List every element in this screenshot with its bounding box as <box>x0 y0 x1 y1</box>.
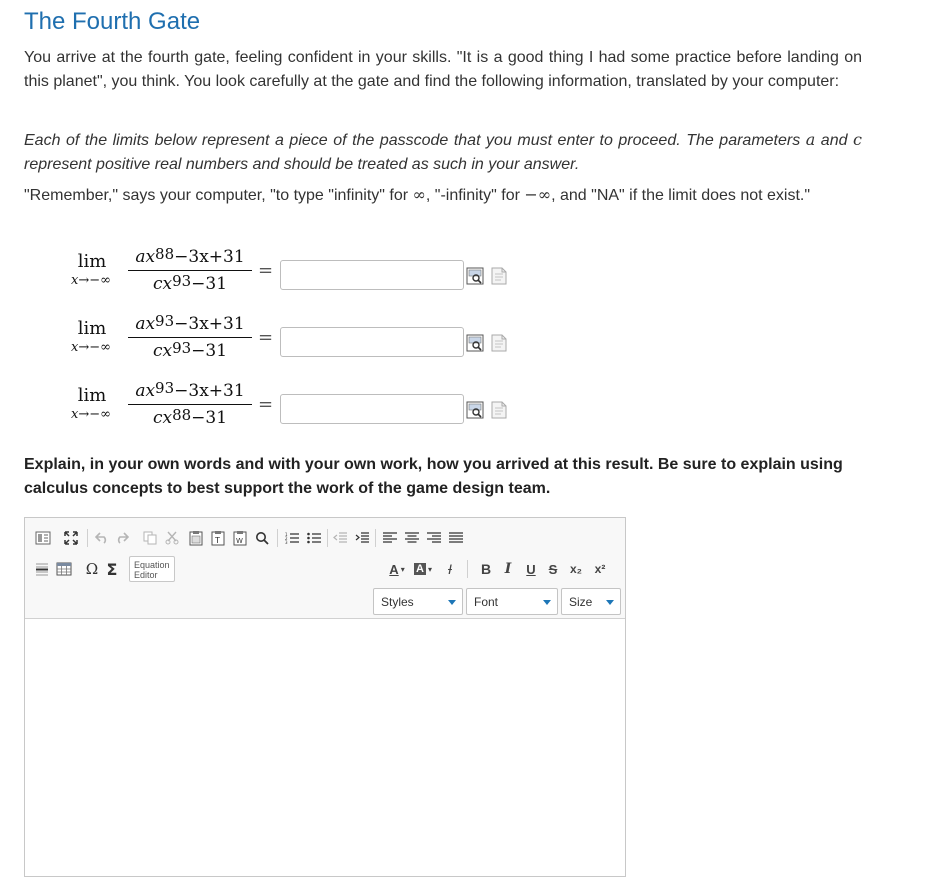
superscript-button[interactable]: x² <box>594 562 606 576</box>
copy-icon[interactable] <box>141 527 159 549</box>
chevron-down-icon <box>543 600 551 605</box>
help-icon[interactable] <box>491 401 507 419</box>
numbered-list-icon[interactable] <box>283 527 301 549</box>
limit-operator <box>56 386 126 422</box>
den-exponent: 93 <box>172 272 192 290</box>
num-exponent: 88 <box>155 245 175 263</box>
strikethrough-button[interactable]: S <box>548 561 558 577</box>
chevron-down-icon <box>606 600 614 605</box>
background-color-button[interactable] <box>411 558 435 580</box>
find-icon[interactable] <box>253 527 271 549</box>
lim-word: lim <box>77 251 107 272</box>
den-exponent: 88 <box>172 406 192 424</box>
font-label: Font <box>474 595 499 609</box>
svg-text:W: W <box>236 537 243 545</box>
chevron-down-icon <box>448 600 456 605</box>
instructions-text-2: represent positive real numbers and should be treated as such in your answer. <box>24 156 580 173</box>
instructions-text-1: Each of the limits below represent a piece of the passcode that you must enter to proceed. The parameters <box>24 132 806 149</box>
den-rest: −31 <box>191 408 228 428</box>
num-coef: ax <box>135 381 156 401</box>
limit-fraction <box>128 244 252 297</box>
bold-button[interactable]: B <box>480 561 492 577</box>
equals-sign: = <box>258 394 274 415</box>
font-dropdown[interactable] <box>466 588 558 615</box>
den-rest: −31 <box>191 341 228 361</box>
infinity-symbol: ∞ <box>412 185 426 204</box>
limit-row-3 <box>0 379 540 438</box>
preview-icon[interactable] <box>466 267 484 285</box>
rich-text-editor <box>24 517 626 877</box>
increase-indent-icon[interactable] <box>353 527 371 549</box>
num-rest: −3x+31 <box>174 314 245 334</box>
decrease-indent-icon[interactable] <box>331 527 349 549</box>
fraction-numerator <box>128 378 252 405</box>
num-rest: −3x+31 <box>174 247 245 267</box>
instructions-and: and <box>815 132 854 149</box>
equation-editor-button[interactable] <box>129 556 175 582</box>
lim-subscript: x→−∞ <box>71 340 111 355</box>
align-justify-icon[interactable] <box>447 527 465 549</box>
instructions-paragraph <box>24 128 862 177</box>
bulleted-list-icon[interactable] <box>305 527 323 549</box>
den-rest: −31 <box>191 274 228 294</box>
fraction-denominator <box>128 405 252 431</box>
limit-fraction <box>128 311 252 364</box>
help-icon[interactable] <box>491 267 507 285</box>
help-icon[interactable] <box>491 334 507 352</box>
preview-icon[interactable] <box>466 334 484 352</box>
equation-editor-label-1: Equation <box>134 560 170 570</box>
table-icon[interactable] <box>55 558 73 580</box>
den-coef: cx <box>152 274 173 294</box>
svg-text:1: 1 <box>285 532 288 537</box>
neg-infinity-symbol: −∞ <box>524 185 552 204</box>
limit-row-1 <box>0 245 540 304</box>
fraction-denominator <box>128 338 252 364</box>
underline-button[interactable]: U <box>526 561 536 577</box>
num-rest: −3x+31 <box>174 381 245 401</box>
num-coef: ax <box>135 314 156 334</box>
equals-sign: = <box>258 260 274 281</box>
num-coef: ax <box>135 247 156 267</box>
styles-label: Styles <box>381 595 414 609</box>
limit-fraction <box>128 378 252 431</box>
maximize-icon[interactable] <box>61 527 81 549</box>
chevron-down-icon: ▾ <box>400 564 405 574</box>
fraction-numerator <box>128 244 252 271</box>
lim-word: lim <box>77 385 107 406</box>
num-exponent: 93 <box>155 379 175 397</box>
explain-prompt: Explain, in your own words and with your own work, how you arrived at this result. Be sure to explain using calculus concepts to best support the work of the game design team. <box>24 456 843 497</box>
equation-editor-label-2: Editor <box>134 570 158 580</box>
styles-dropdown[interactable] <box>373 588 463 615</box>
lim-word: lim <box>77 318 107 339</box>
den-coef: cx <box>152 341 173 361</box>
horizontal-line-icon[interactable] <box>33 558 51 580</box>
chevron-down-icon: ▾ <box>427 564 432 574</box>
param-c: c <box>853 130 862 149</box>
size-dropdown[interactable] <box>561 588 621 615</box>
den-exponent: 93 <box>172 339 192 357</box>
limit-row-2 <box>0 312 540 371</box>
redo-icon[interactable] <box>113 527 131 549</box>
align-center-icon[interactable] <box>403 527 421 549</box>
italic-button[interactable]: I <box>504 561 512 577</box>
omega-icon[interactable]: Ω <box>85 560 99 578</box>
source-icon[interactable] <box>33 527 53 549</box>
reminder-text-3: , and "NA" if the limit does not exist." <box>551 187 811 204</box>
intro-paragraph: You arrive at the fourth gate, feeling confident in your skills. "It is a good thing I had some practice before landing on this planet", you think. You look carefully at the gate and find the following information, translated by your computer: <box>24 49 862 90</box>
limit-operator <box>56 252 126 288</box>
reminder-text-1: "Remember," says your computer, "to type "infinity" for <box>24 187 413 204</box>
editor-toolbar <box>25 518 625 619</box>
reminder-text-2: , "-infinity" for <box>425 187 525 204</box>
text-color-label: A <box>389 561 399 577</box>
paste-icon[interactable] <box>187 527 205 549</box>
fraction-numerator <box>128 311 252 338</box>
page-title: The Fourth Gate <box>24 8 201 35</box>
paste-text-icon[interactable] <box>209 527 227 549</box>
lim-subscript: x→−∞ <box>71 273 111 288</box>
subscript-button[interactable]: x₂ <box>569 562 582 576</box>
lim-subscript: x→−∞ <box>71 407 111 422</box>
reminder-paragraph <box>24 183 862 208</box>
editor-content-area[interactable] <box>25 620 625 876</box>
svg-text:2: 2 <box>285 536 288 541</box>
paste-word-icon[interactable] <box>231 527 249 549</box>
text-color-button[interactable] <box>385 558 409 580</box>
background-color-label: A <box>416 563 424 575</box>
preview-icon[interactable] <box>466 401 484 419</box>
undo-icon[interactable] <box>93 527 111 549</box>
limit-operator <box>56 319 126 355</box>
equals-sign: = <box>258 327 274 348</box>
cut-icon[interactable] <box>163 527 181 549</box>
svg-text:3: 3 <box>285 540 288 544</box>
remove-format-button[interactable] <box>441 558 459 580</box>
num-exponent: 93 <box>155 312 175 330</box>
answer-input-1[interactable] <box>280 260 464 290</box>
size-label: Size <box>569 595 593 609</box>
den-coef: cx <box>152 408 173 428</box>
remove-format-label: I <box>448 561 452 577</box>
align-left-icon[interactable] <box>381 527 399 549</box>
fraction-denominator <box>128 271 252 297</box>
svg-text:T: T <box>215 536 220 545</box>
answer-input-3[interactable] <box>280 394 464 424</box>
sigma-icon[interactable]: Σ <box>106 559 118 579</box>
answer-input-2[interactable] <box>280 327 464 357</box>
align-right-icon[interactable] <box>425 527 443 549</box>
param-a: a <box>805 130 816 149</box>
